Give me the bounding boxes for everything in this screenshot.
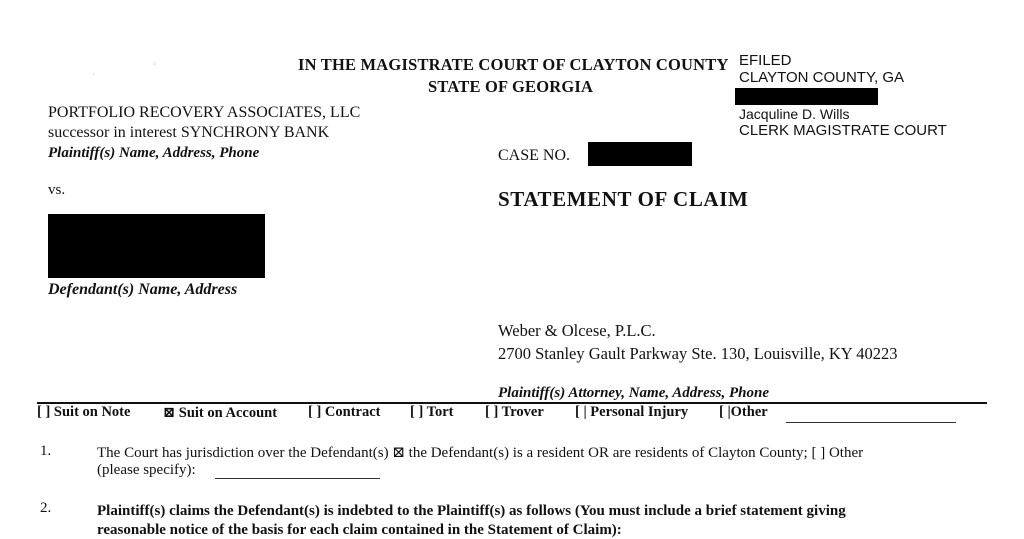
other-jurisdiction-line[interactable] bbox=[215, 478, 380, 479]
clerk-name: Jacquline D. Wills bbox=[739, 106, 850, 122]
attorney-caption: Plaintiff(s) Attorney, Name, Address, Phone bbox=[498, 385, 769, 401]
court-header-line2: STATE OF GEORGIA bbox=[428, 77, 594, 96]
scan-speck: ◦ bbox=[152, 60, 158, 70]
scan-speck: · bbox=[92, 70, 95, 80]
checkbox-trover[interactable]: [ ] Trover bbox=[485, 404, 544, 420]
checkbox-suit-on-account[interactable]: ⊠ Suit on Account bbox=[163, 405, 278, 421]
redacted-case-number bbox=[588, 142, 692, 166]
document-title: STATEMENT OF CLAIM bbox=[498, 187, 749, 211]
paragraph-1-number: 1. bbox=[40, 443, 52, 459]
redacted-filing-date bbox=[735, 88, 878, 105]
clerk-title: CLERK MAGISTRATE COURT bbox=[739, 122, 947, 139]
redacted-defendant bbox=[48, 214, 265, 278]
paragraph-2-line2: reasonable notice of the basis for each claim contained in the Statement of Claim): bbox=[97, 522, 622, 538]
checkbox-tort[interactable]: [ ] Tort bbox=[410, 404, 454, 420]
checkbox-suit-on-note[interactable]: [ ] Suit on Note bbox=[37, 404, 131, 420]
paragraph-1-line2: (please specify): bbox=[97, 462, 196, 478]
attorney-address: 2700 Stanley Gault Parkway Ste. 130, Louisville, KY 40223 bbox=[498, 344, 898, 363]
paragraph-1-line1: The Court has jurisdiction over the Defendant(s) ⊠ the Defendant(s) is a resident OR are residents of Clayton County; [ ] Other bbox=[97, 445, 864, 461]
defendant-caption: Defendant(s) Name, Address bbox=[48, 281, 238, 298]
plaintiff-successor: successor in interest SYNCHRONY BANK bbox=[48, 124, 330, 141]
other-specify-line[interactable] bbox=[786, 422, 956, 423]
attorney-firm: Weber & Olcese, P.L.C. bbox=[498, 321, 656, 340]
efile-county: CLAYTON COUNTY, GA bbox=[739, 69, 905, 86]
versus-label: vs. bbox=[48, 182, 66, 198]
checkbox-other[interactable]: [ |Other bbox=[719, 404, 768, 420]
paragraph-2-number: 2. bbox=[40, 500, 52, 516]
checkbox-contract[interactable]: [ ] Contract bbox=[308, 404, 381, 420]
case-number-label: CASE NO. bbox=[498, 147, 571, 164]
plaintiff-name: PORTFOLIO RECOVERY ASSOCIATES, LLC bbox=[48, 104, 361, 121]
court-header-line1: IN THE MAGISTRATE COURT OF CLAYTON COUNTY bbox=[298, 55, 729, 74]
checkbox-personal-injury[interactable]: [ | Personal Injury bbox=[575, 404, 689, 420]
paragraph-2-line1: Plaintiff(s) claims the Defendant(s) is indebted to the Plaintiff(s) as follows (You must include a brief statement giving bbox=[97, 503, 846, 519]
efile-status: EFILED bbox=[739, 52, 792, 69]
plaintiff-caption: Plaintiff(s) Name, Address, Phone bbox=[48, 145, 260, 161]
